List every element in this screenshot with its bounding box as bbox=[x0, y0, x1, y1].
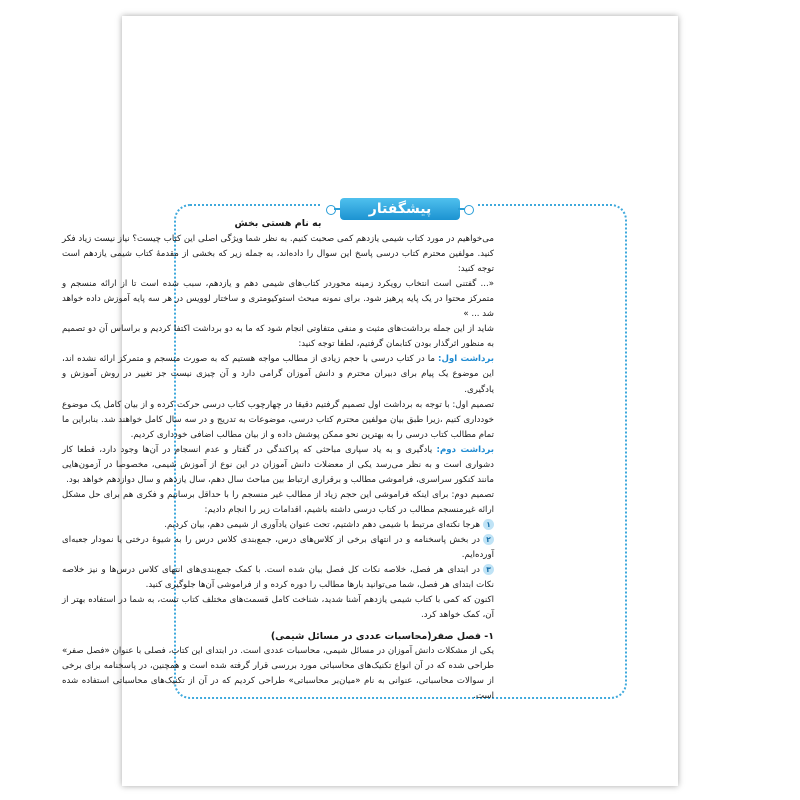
first-takeaway-label: برداشت اول: bbox=[438, 354, 494, 365]
number-badge-2: ۲ bbox=[483, 534, 494, 545]
first-decision: تصمیم اول: با توجه به برداشت اول تصمیم گرفتیم دقیقا در چهارچوب کتاب درسی حرکت کرده و از بیان کامل یک موضوع خودداری کنیم ،زیرا طبق بیان مولفین محترم کتاب درسی، موضوعات به تدریج و در سه سال کامل خواهند شد. بنابراین ما تمام مطالب کتاب درسی را به بهترین نحو ممکن پوشش داده و از بیان مطالب اضافی خودداری کردیم. bbox=[62, 399, 494, 440]
number-badge-3: ۳ bbox=[483, 564, 494, 575]
second-takeaway bbox=[62, 443, 494, 488]
ornament-dot-right bbox=[464, 205, 474, 215]
paragraph-takeaways: شاید از این جمله برداشت‌های مثبت و منفی متفاوتی انجام شود که ما به دو برداشت اکتفا کردیم و براساس آن دو تصمیم به منظور اثرگذار بودن کتابمان گرفتیم، لطفا توجه کنید: bbox=[62, 324, 494, 350]
preface-content bbox=[62, 216, 494, 705]
first-takeaway bbox=[62, 352, 494, 397]
number-badge-1: ۱ bbox=[483, 519, 494, 530]
list-item-3-text: در ابتدای هر فصل، خلاصه نکات کل فصل بیان شده است. با کمک جمع‌بندی‌های انتهای کلاس درس‌ها و نیز خلاصه نکات ابتدای هر فصل، شما می‌توانید بارها مطالب را دوره کرده و از فراموشی آن‌ها جلوگیری کنید. bbox=[62, 565, 494, 591]
paragraph-closing: اکنون که کمی با کتاب شیمی یازدهم آشنا شدید، شناخت کامل قسمت‌های مختلف کتاب تست، به شما در استفاده بهتر از آن، کمک خواهد کرد. bbox=[62, 595, 494, 621]
list-item-3 bbox=[62, 563, 494, 593]
first-takeaway-text: ما در کتاب درسی با حجم زیادی از مطالب مواجه هستیم که به صورت منسجم و متمرکز ارائه نشده اند، این موضوع یک پیام برای دبیران محترم و دانش آموزان گرامی دارد و آن چیزی نیست جز تغییر در روش آموزش و یادگیری. bbox=[62, 354, 494, 395]
list-item-1-text: هرجا نکته‌ای مرتبط با شیمی دهم داشتیم، تحت عنوان یادآوری از شیمی دهم، بیان کردیم. bbox=[164, 519, 480, 530]
paragraph-section: یکی از مشکلات دانش آموزان در مسائل شیمی، محاسبات عددی است. در ابتدای این کتاب، فصلی با عنوان «فصل صفر» طراحی شده که در آن انواع تکنیک‌های محاسباتی مورد بررسی قرار گرفته شده است و همچنین، در پاسخنامه برای برخی از سوالات محاسباتی، عنوانی به نام «میان‌بر محاسباتی» طراحی کردیم که در آن از تکنیک‌های محاسباتی استفاده شده است. bbox=[62, 646, 494, 702]
list-item-2-text: در بخش پاسخنامه و در انتهای برخی از کلاس‌های درس، جمع‌بندی کلاس درس را به شیوهٔ درختی یا نمودار جعبه‌ای آورده‌ایم. bbox=[62, 534, 494, 561]
opening-heading: به نام هستی بخش bbox=[234, 218, 322, 229]
section-heading: ۱- فصل صفر(محاسبات عددی در مسائل شیمی) bbox=[270, 631, 494, 643]
second-decision: تصمیم دوم: برای اینکه فراموشی این حجم زیاد از مطالب غیر منسجم را با حداقل برسانیم و فکری هم برای حل مشکل ارائه غیرمنسجم مطالب در کتاب درسی داشته باشیم، اقدامات زیر را انجام دادیم: bbox=[62, 489, 494, 515]
ornament-dot-left bbox=[326, 205, 336, 215]
page-title: پیشگفتار bbox=[340, 198, 460, 220]
paragraph-quote: «... گفتنی است انتخاب رویکرد زمینه محوردر کتاب‌های شیمی دهم و یازدهم، سبب شده است تا از ارائه منسجم و متمرکز محتوا در یک پایه پرهیز شود. برای نمونه مبحث استوکیومتری و ساختار لوویس در هر سه پایه آموزش داده خواهد شد ... » bbox=[62, 279, 494, 320]
list-item-2 bbox=[62, 533, 494, 563]
second-takeaway-label: برداشت دوم: bbox=[436, 444, 494, 455]
paragraph-intro: می‌خواهیم در مورد کتاب شیمی یازدهم کمی صحبت کنیم. به نظر شما ویژگی اصلی این کتاب چیست؟ نیاز نیست زیاد فکر کنید. مولفین محترم کتاب درسی پاسخ این سوال را داده‌اند، به جمله زیر که بخشی از مقدمهٔ کتاب شیمی یازدهم است توجه کنید: bbox=[62, 234, 494, 275]
list-item-1 bbox=[62, 518, 494, 533]
second-takeaway-text: یادگیری و به یاد سپاری مباحثی که پراکندگی در گفتار و عدم انسجام در آن‌ها وجود دارد، قطعا کار دشواری است و به نظر می‌رسد یکی از معضلات دانش آموزان در این نوع از آموزش شیمی، مخصوصا در آزمون‌هایی مانند کنکور سراسری، فراموشی مطالب و برقراری ارتباط بین مباحث سال دهم، سال یازدهم و سال دوازدهم خواهد بود. bbox=[62, 444, 494, 485]
